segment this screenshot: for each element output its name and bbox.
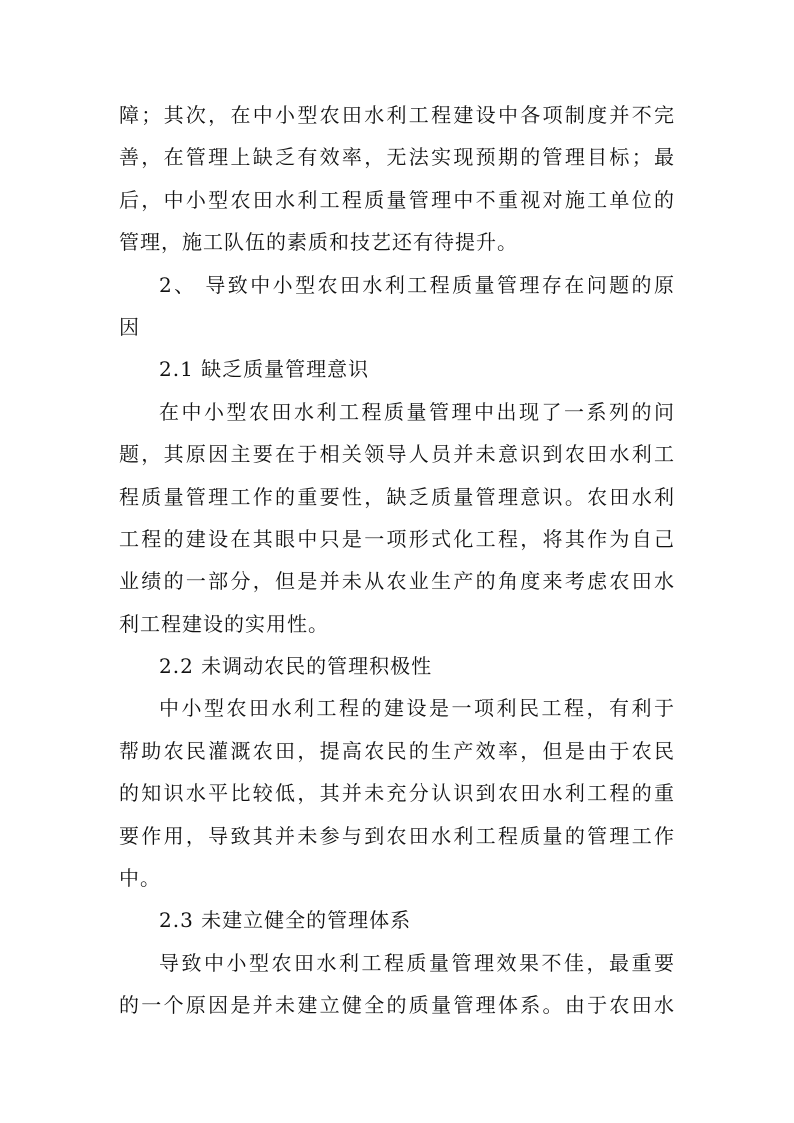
paragraph-line: 利工程建设的实用性。 xyxy=(119,611,329,636)
section-heading: 因 xyxy=(119,314,140,339)
paragraph-line: 业绩的一部分，但是并未从农业生产的角度来考虑农田水 xyxy=(119,569,675,594)
paragraph-line: 程质量管理工作的重要性，缺乏质量管理意识。农田水利 xyxy=(119,484,675,509)
body-text xyxy=(119,94,675,1027)
paragraph-line: 善，在管理上缺乏有效率，无法实现预期的管理目标；最 xyxy=(119,145,675,170)
paragraph-line: 工程的建设在其眼中只是一项形式化工程，将其作为自己 xyxy=(119,526,675,551)
paragraph-line: 中小型农田水利工程的建设是一项利民工程，有利于 xyxy=(159,696,675,721)
section-heading: 2、 导致中小型农田水利工程质量管理存在问题的原 xyxy=(159,272,675,297)
paragraph-line: 障；其次，在中小型农田水利工程建设中各项制度并不完 xyxy=(119,103,675,127)
paragraph-line: 中。 xyxy=(119,866,161,891)
subsection-heading: 2.3 未建立健全的管理体系 xyxy=(159,908,412,933)
paragraph-line: 要作用，导致其并未参与到农田水利工程质量的管理工作 xyxy=(119,823,675,848)
paragraph-line: 题，其原因主要在于相关领导人员并未意识到农田水利工 xyxy=(119,442,675,467)
paragraph-line: 管理，施工队伍的素质和技艺还有待提升。 xyxy=(119,230,518,255)
subsection-heading: 2.2 未调动农民的管理积极性 xyxy=(159,654,433,679)
paragraph-line: 帮助农民灌溉农田，提高农民的生产效率，但是由于农民 xyxy=(119,738,675,763)
paragraph-line: 导致中小型农田水利工程质量管理效果不佳，最重要 xyxy=(159,950,675,975)
paragraph-line: 后，中小型农田水利工程质量管理中不重视对施工单位的 xyxy=(119,187,675,212)
paragraph-line: 的知识水平比较低，其并未充分认识到农田水利工程的重 xyxy=(119,781,675,806)
paragraph-line: 的一个原因是并未建立健全的质量管理体系。由于农田水 xyxy=(119,993,675,1018)
paragraph-line: 在中小型农田水利工程质量管理中出现了一系列的问 xyxy=(159,399,675,424)
subsection-heading: 2.1 缺乏质量管理意识 xyxy=(159,357,370,382)
